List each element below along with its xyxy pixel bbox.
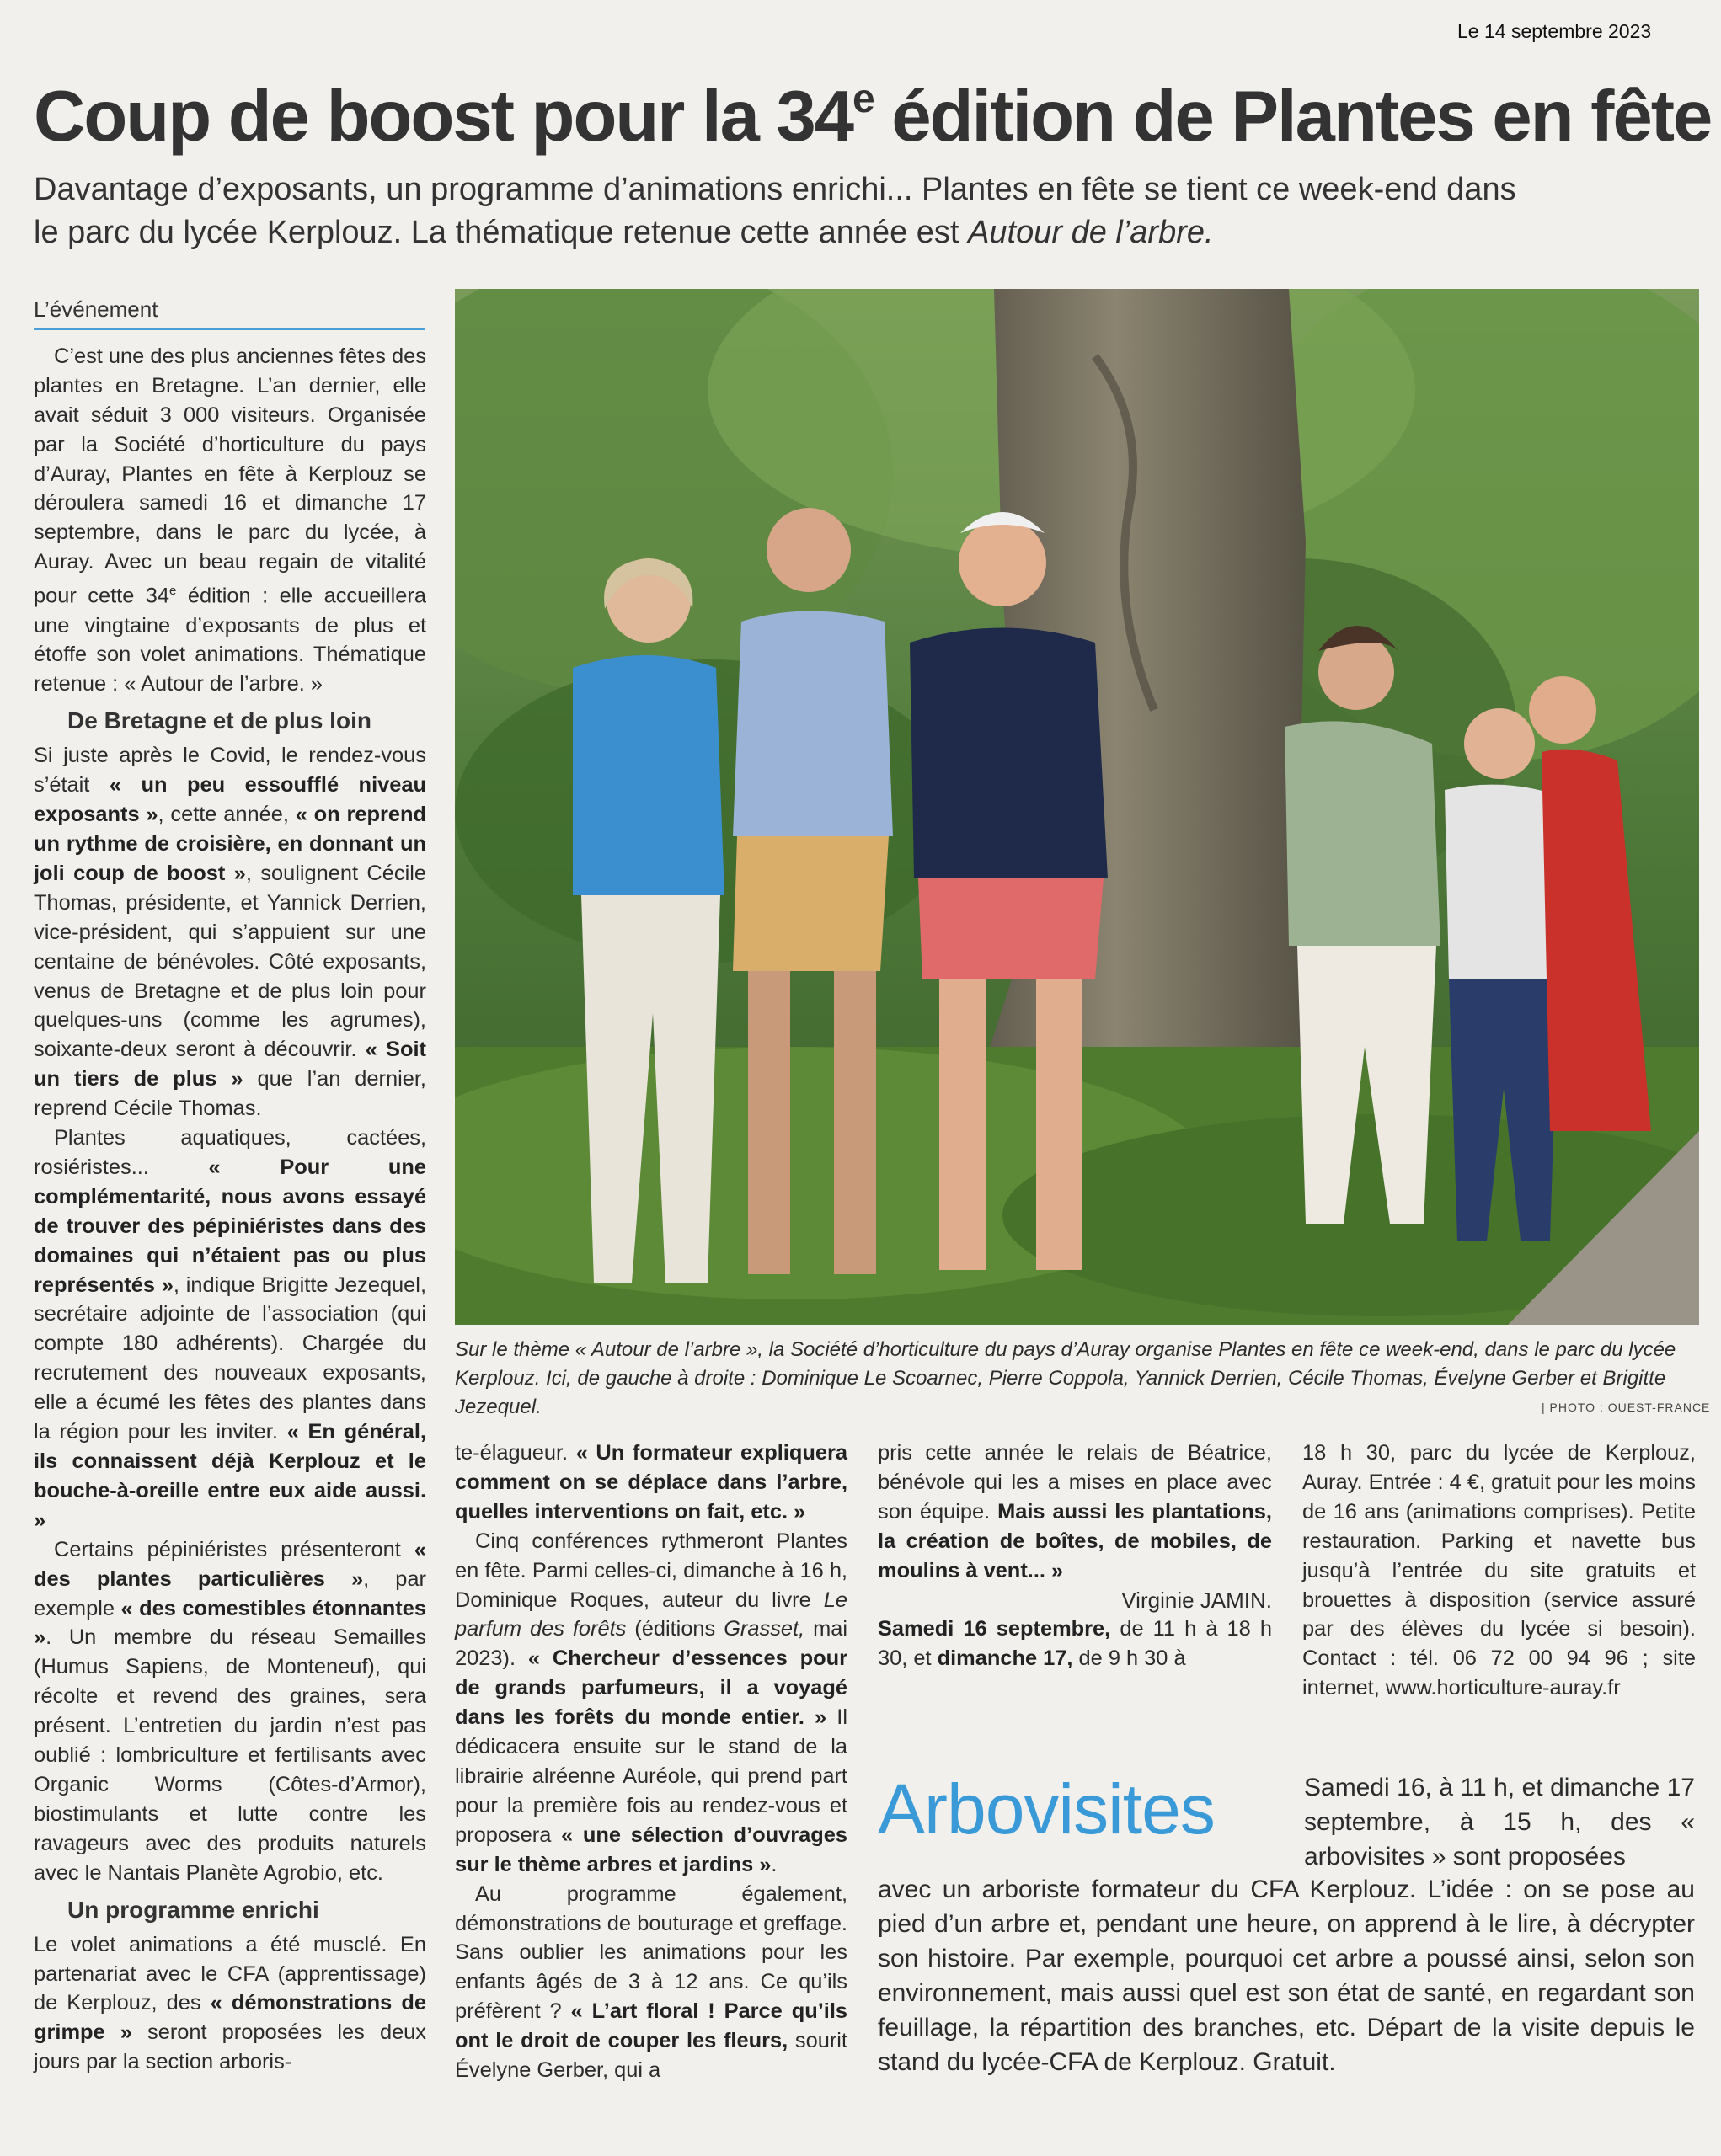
col2-p2-text-b: (éditions [626, 1617, 724, 1641]
col2-paragraph-1 [455, 1438, 847, 1527]
p4-text-a: Certains pépiniéristes présenteront [54, 1537, 414, 1561]
col2-p1-quote: « Un formateur expliquera comment on se déplace dans l’arbre, quelles interventions on fait, etc. » [455, 1441, 847, 1524]
group-photo [455, 289, 1699, 1325]
p5-text-a: Le volet animations a été musclé. En partenariat avec le CFA (apprentissage) de Kerplouz, des [34, 1932, 426, 2015]
p2-quote-2: « on reprend un rythme de croisière, en donnant un joli coup de boost » [34, 803, 426, 885]
col2-paragraph-3 [455, 1880, 847, 2085]
p2-text-c: , cette année, [158, 803, 296, 827]
headline-superscript: e [852, 77, 874, 121]
headline [34, 76, 1712, 158]
col3-p1-quote: Mais aussi les plantations, la création de boîtes, de mobiles, de moulins à vent... » [878, 1499, 1272, 1582]
intro-text-b: édition : elle accueillera une vingtaine d’exposants de plus et étoffe son volet animations. Thématique retenue : « Autour de l’arbre. » [34, 584, 426, 696]
col2-p3-text-a: Au programme également, démonstrations de bouturage et greffage. Sans oublier les animations pour les enfants âgés de 3 à 12 ans. Ce qu’ils préfèrent ? [455, 1881, 847, 2024]
p2-quote-1: « un peu essoufflé niveau exposants » [34, 773, 426, 827]
section-kicker: L’événement [34, 295, 425, 330]
col2-paragraph-2 [455, 1527, 847, 1880]
p3-quote-2: « En général, ils connaissent déjà Kerplouz et le bouche-à-oreille entre eux aide aussi. » [34, 1420, 426, 1532]
col3-p2-text-a: de 11 h à 18 h 30, et [878, 1617, 1273, 1671]
p2-text-a: Si juste après le Covid, le rendez-vous s’était [34, 744, 426, 798]
article-column-3 [878, 1438, 1272, 1673]
p2-text-e: que l’an dernier, reprend Cécile Thomas. [34, 1067, 426, 1121]
group-photo-illustration [455, 289, 1699, 1325]
headline-part2: édition de Plantes en fête [873, 77, 1712, 157]
col2-p2-text-g: . [771, 1852, 778, 1876]
p4-quote-1: « des plantes particulières » [34, 1537, 426, 1591]
p5-quote: « démonstrations de grimpe » [34, 1991, 426, 2045]
intro-superscript: e [169, 584, 177, 599]
p2-text-d: , soulignent Cécile Thomas, présidente, et Yannick Derrien, vice-président, qui s’appuient sur une centaine de bénévoles. Côté exposants, venus de Bretagne et de plus loin pour quelques-uns (comme les agrumes), soixante-deux seront à découvrir. [34, 861, 426, 1062]
arbovisites-title: Arbovisites [878, 1769, 1215, 1849]
p2-quote-3: « Soit un tiers de plus » [34, 1038, 426, 1091]
article-column-1 [34, 295, 426, 2077]
photo-credit: | PHOTO : OUEST-FRANCE [1542, 1401, 1711, 1414]
arbovisites-intro: Samedi 16, à 11 h, et dimanche 17 septembre, à 15 h, des « arbovisites » sont proposées [1304, 1774, 1695, 1870]
p4-text-e: . Un membre du réseau Semailles (Humus Sapiens, de Monteneuf), qui récolte et revend des graines, sera présent. L’entretien du jardin n’est pas oublié : lombriculture et fertilisants avec Organic Worms (Côtes-d’Armor), biostimulants et lutte contre les ravageurs avec des produits naturels avec le Nantais Planète Agrobio, etc. [34, 1625, 426, 1885]
col2-p3-quote: « L’art floral ! Parce qu’ils ont le droit de couper les fleurs, [455, 1999, 847, 2053]
col3-paragraph-1 [878, 1438, 1272, 1586]
paragraph-5 [34, 1930, 426, 2078]
paragraph-4 [34, 1535, 426, 1888]
section-heading-programme: Un programme enrichi [67, 1896, 319, 1923]
subhead-italic: Autour de l’arbre. [968, 215, 1214, 250]
subhead-text: Davantage d’exposants, un programme d’animations enrichi... Plantes en fête se tient ce week-end dans le parc du lycée Kerplouz. La thématique retenue cette année est [34, 172, 1516, 250]
arbovisites-body: avec un arboriste formateur du CFA Kerplouz. L’idée : on se pose au pied d’un arbre et, pendant une heure, on apprend à le lire, à décrypter son histoire. Par exemple, pourquoi cet arbre a poussé ainsi, selon son environnement, mais aussi quel est son état de santé, en regardant son feuillage, la répartition des branches, etc. Départ de la visite depuis le stand du lycée-CFA de Kerplouz. Gratuit. [878, 1876, 1695, 2076]
paragraph-3 [34, 1123, 426, 1535]
col3-p1-text: pris cette année le relais de Béatrice, bénévole qui les a mises en place avec son équipe. [878, 1441, 1272, 1524]
col2-p2-quote-2: « une sélection d’ouvrages sur le thème arbres et jardins » [455, 1822, 848, 1876]
col3-p2-text-c: de 9 h 30 à [1072, 1646, 1186, 1671]
practical-info-dates [878, 1614, 1272, 1673]
date-saturday: Samedi 16 septembre, [878, 1617, 1111, 1641]
practical-info: 18 h 30, parc du lycée de Kerplouz, Auray. Entrée : 4 €, gratuit pour les moins de 16 ans (animations comprises). Petite restauration. Parking et navette bus jusqu’à l’entrée du site gratuits et brouettes à disposition (service assuré par des élèves du lycée si besoin). Contact : tél. 06 72 00 94 96 ; site internet, www.horticulture-auray.fr [1302, 1441, 1696, 1700]
col2-p2-text-a: Cinq conférences rythmeront Plantes en fête. Parmi celles-ci, dimanche à 16 h, Dominique Roques, auteur du livre [455, 1529, 847, 1612]
paragraph-2 [34, 741, 426, 1123]
author-byline: Virginie JAMIN. [1121, 1587, 1272, 1613]
col2-p3-text-c: sourit Évelyne Gerber, qui a [455, 2029, 847, 2083]
intro-text-a: C’est une des plus anciennes fêtes des plantes en Bretagne. L’an dernier, elle avait séduit 3 000 visiteurs. Organisée par la Société d’horticulture du pays d’Auray, Plantes en fête à Kerplouz se déroulera samedi 16 et dimanche 17 septembre, dans le parc du lycée, à Auray. Avec un beau regain de vitalité pour cette 34 [34, 344, 426, 608]
col2-p2-quote-1: « Chercheur d’essences pour de grands parfumeurs, il a voyagé dans les forêts du monde entier. » [455, 1646, 847, 1730]
p3-text-a: Plantes aquatiques, cactées, rosiéristes... [34, 1126, 426, 1179]
date-sunday: dimanche 17, [937, 1646, 1073, 1671]
photo-caption: Sur le thème « Autour de l’arbre », la Société d’horticulture du pays d’Auray organise Plantes en fête ce week-end, dans le parc du lycée Kerplouz. Ici, de gauche à droite : Dominique Le Scoarnec, Pierre Coppola, Yannick Derrien, Cécile Thomas, Évelyne Gerber et Brigitte Jezequel. [455, 1338, 1676, 1418]
subheadline [34, 168, 1516, 254]
headline-part1: Coup de boost pour la 34 [34, 77, 853, 157]
book-title: Le parfum des forêts [455, 1588, 847, 1641]
p5-text-c: seront proposées les deux jours par la section arboris- [34, 2020, 427, 2074]
publication-date: Le 14 septembre 2023 [1457, 20, 1652, 42]
col2-p2-text-e: Il dédicacera ensuite sur le stand de la librairie alréenne Auréole, qui prend part pour la première fois au rendez-vous et proposera [455, 1705, 847, 1847]
p3-quote-1: « Pour une complémentarité, nous avons essayé de trouver des pépiniéristes dans des domaines qui n’étaient pas ou plus représentés » [34, 1155, 426, 1297]
p3-text-c: , indique Brigitte Jezequel, secrétaire adjointe de l’association (qui compte 180 adhérents). Chargée du recrutement des nouveaux exposants, elle a écumé les fêtes des plantes dans la région pour les inviter. [34, 1273, 426, 1444]
article-column-2 [455, 1438, 847, 2085]
publisher-name: Grasset, [724, 1617, 805, 1641]
p4-quote-2: « des comestibles étonnantes » [34, 1596, 427, 1650]
article-column-4 [1302, 1438, 1696, 1703]
col2-p2-text-c: mai 2023). [455, 1617, 847, 1671]
section-heading-bretagne: De Bretagne et de plus loin [67, 707, 371, 734]
p4-text-c: , par exemple [34, 1566, 426, 1620]
intro-paragraph [34, 342, 426, 699]
col2-p1-text: te-élagueur. [455, 1441, 576, 1465]
